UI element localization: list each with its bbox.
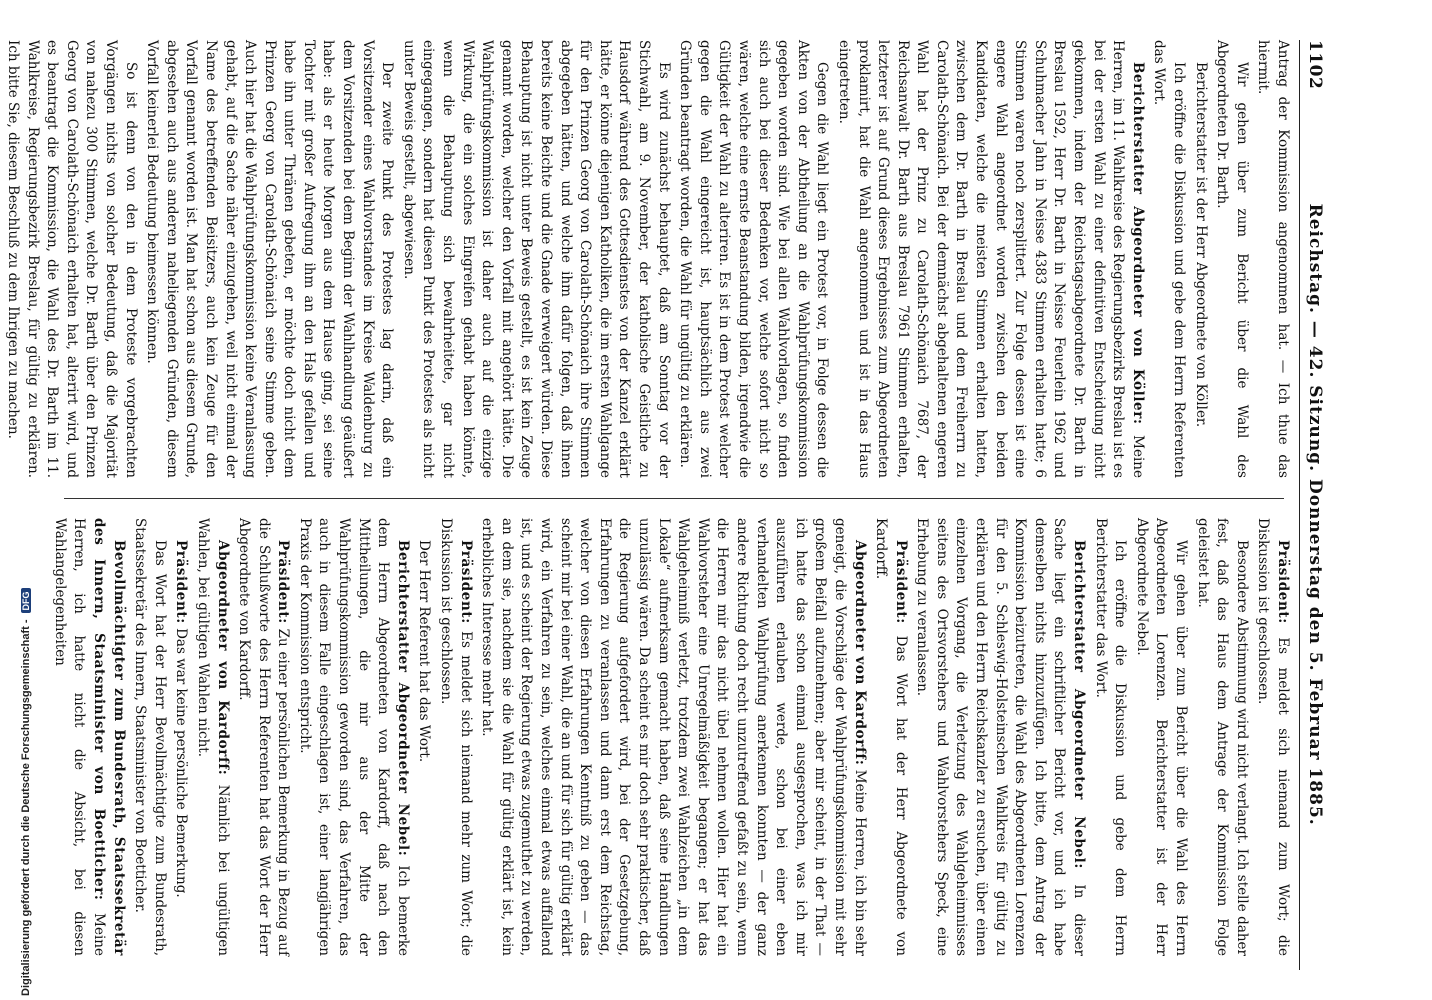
speaker-name: Präsident: [173, 540, 190, 624]
paragraph: Wir gehen über zum Bericht über die Wahl des Abgeordneten Dr. Barth. [1214, 40, 1250, 478]
speech-paragraph [234, 518, 293, 956]
paragraph: Berichterstatter ist der Herr Abgeordnete von Köller. [1192, 62, 1209, 428]
speech-text: Es meldet sich niemand mehr zum Wort; die Diskussion ist geschlossen. [438, 518, 474, 957]
speech-text: Meine Herren, ich hatte nicht die Absicht, bei diesen Wahlangelegenheiten [51, 518, 107, 956]
credit-text: Digitalisierung gefördert durch die Deutsche Forschungsgemeinschaft - [20, 619, 32, 996]
speech-text: Ich bemerke dem Herrn Abgeordneten von Kardorff, daß nach den Mittheilungen, die mir aus der Mitte der Wahlprüfungskommission geworden sind, das Verfahren, das auch in diesem Falle eingeschlagen ist, einer langjährigen Praxis der Kommission entspricht. [296, 518, 411, 956]
speaker-name: Abgeordneter von Kardorff: [851, 540, 868, 766]
speaker-name: Präsident: [892, 540, 909, 624]
speech-paragraph [477, 518, 869, 956]
paragraph: Das Wort hat der Herr Bevollmächtigte zum Bundesrath, Staatssekretär des Innern, Staatsminister von Boetticher. [132, 518, 168, 956]
page-number: 1102 [1305, 40, 1325, 90]
speaker-name: Präsident: [457, 540, 474, 624]
dfg-logo-icon: DFG [21, 588, 31, 613]
speech-text: Zu einer persönlichen Bemerkung in Bezug auf die Schlußworte des Herrn Referenten hat das Wort der Herr Abgeordnete von Kardorff. [236, 518, 292, 956]
paragraph: Ich eröffne die Diskussion und gebe dem Herrn Referenten das Wort. [1151, 40, 1188, 478]
speech-text: Meine Herren, im 11. Wahlkreise des Regierungsbezirks Breslau ist es bei der ersten Wahl zu einer definitiven Entscheidung nicht gekommen, indem der Reichstagsabgeordnete Dr. Barth in Breslau 1592, Herr Dr. Barth in Neisse Feuerlein 1962 und Schuhmacher Jahn in Neisse 4383 Stimmen erhalten hatte; 6 Stimmen waren noch zersplittert. Zur Folge dessen ist eine engere Wahl angeordnet worden zwischen den beiden Kandidaten, welche die meisten Stimmen erhalten hatten, zwischen dem Dr. Barth in Breslau und dem Freiherrn zu Carolath-Schönaich. Bei der demnächst abgehaltenen engeren Wahl hat der Prinz zu Carolath-Schönaich 7687, der Reichsanwalt Dr. Barth aus Breslau 7961 Stimmen erhalten, letzterer ist auf Grund dieses Ergebnisses zum Abgeordneten proklamirt, hat die Wahl angenommen und ist in das Haus eingetreten. [835, 40, 1146, 478]
speech-paragraph [1253, 518, 1292, 956]
speaker-name: Abgeordneter von Kardorff: [214, 540, 231, 776]
speech-text: Es meldet sich niemand zum Wort; die Diskussion ist geschlossen. [1255, 518, 1291, 956]
speech-paragraph [435, 518, 474, 956]
paragraph: Antrag der Kommission angenommen hat. — Ich thue das hiermit. [1255, 40, 1291, 478]
left-column [5, 40, 1292, 478]
right-column [52, 518, 1292, 956]
speaker-name: Berichterstatter Abgeordneter von Köller: [1129, 62, 1146, 425]
paragraph: Der zweite Punkt des Protestes lag darin, daß ein Vorsitzender eines Wahlvorstandes im Kreise Waldenburg zu dem Vorsitzenden bei dem Beginn der Wahlhandlung geäußert habe: als er heute Morgen aus dem Hause ging, sei seine Tochter mit großer Aufregung ihm an den Hals gefallen und habe ihn unter Thränen gebeten, er möchte doch nicht dem Prinzen Georg von Carolath-Schönaich seine Stimme geben. Auch hier hat die Wahlprüfungskommission keine Veranlassung gehabt, auf die Sache näher einzugehen, weil nicht einmal der Name des betreffenden Beisitzers, auch kein Zeuge für den Vorfall genannt worden ist. Man hat schon aus diesem Grunde, abgesehen auch aus anderen naheliegenden Gründen, diesem Vorfall keinerlei Bedeutung beimessen können. [144, 40, 396, 478]
speaker-name: Berichterstatter Abgeordneter Nebel: [394, 540, 411, 857]
paragraph: Besondere Abstimmung wird nicht verlangt. Ich stelle daher fest, daß das Haus dem Antrage der Kommission Folge geleistet hat. [1194, 518, 1250, 956]
speech-paragraph [833, 40, 1147, 478]
paragraph: Es wird zunächst behauptet, daß am Sonntag vor der Stichwahl, am 9. November, der katholische Geistliche zu Hausdorf während des Gottesdienstes von der Kanzel erklärt hätte, er könne diejenigen Katholiken, die im ersten Wahlgange für den Prinzen Georg von Carolath-Schönaich ihre Stimmen abgegeben hätten, und welche ihm dafür folgen, daß ihnen bereits keine Beichte und die Gnade verweigert würden. Diese Behauptung ist nicht unter Beweis gestellt, es ist kein Zeuge genannt worden, welcher den Vorfall mit angehört hätte. Die Wahlprüfungskommission ist daher auch auf die einzige Wirkung, die ein solches Eingreifen gehabt haben könnte, wenn die Behauptung sich bewahrheitete, gar nicht eingegangen, sondern hat diesen Punkt des Protestes als nicht unter Beweis gestellt, abgewiesen. [400, 40, 672, 478]
speech-paragraph [294, 518, 412, 956]
speech-paragraph [871, 518, 910, 956]
speech-paragraph [192, 518, 231, 956]
speech-paragraph [49, 518, 127, 956]
paragraph: Ich eröffne die Diskussion und gebe dem Herrn Berichterstatter das Wort. [1092, 518, 1129, 956]
running-title: Reichstag. — 42. Sitzung. Donnerstag den 5. Februar 1885. [1305, 203, 1325, 826]
speech-paragraph [171, 518, 191, 956]
paragraph: So ist denn von den in dem Proteste vorgebrachten Vorgängen nichts von solcher Bedeutung, daß die Majorität von nahezu 300 Stimmen, welche Dr. Barth über den Prinzen Georg von Carolath-Schönaich erhalten hat, alterirt wird, und es beantragt die Kommission, die Wahl des Dr. Barth im 11. Wahlkreise, Regierungsbezirk Breslau, für gültig zu erklären. Ich bitte Sie, diesem Beschluß zu dem Ihrigen zu machen. [5, 40, 139, 478]
speaker-name: Bevollmächtigter zum Bundesrath, Staatssekretär des Innern, Staatsminister von Boetticher: [90, 518, 127, 956]
speech-text: Das Wort hat der Herr Abgeordnete von Kardorff. [873, 518, 909, 957]
column-divider [64, 498, 1284, 499]
speaker-name: Berichterstatter Abgeordneter Nebel: [1071, 540, 1088, 869]
speaker-name: Präsident: [1275, 540, 1291, 624]
paragraph: Gegen die Wahl liegt ein Protest vor, in Folge dessen die Akten von der Abtheilung an die Wahlprüfungskommission gegeben worden sind. Wie bei allen Wahlvorlagen, so finden sich auch bei dieser Bedenken vor, welche sofort nicht so wären, welche eine ernste Beanstandung bilden, irgendwie die Gültigkeit der Wahl zu alteriren. Es ist in dem Protest welcher gegen die Wahl eingereicht ist, hauptsächlich aus zwei Gründen beantragt worden, die Wahl für ungültig zu erklären. [677, 40, 831, 478]
speech-paragraph [912, 518, 1088, 956]
page-header [1299, 40, 1330, 970]
paragraph: Der Herr Referent hat das Wort. [416, 540, 433, 763]
speech-text: Das war keine persönliche Bemerkung. [173, 628, 190, 898]
paragraph: Wir gehen über zum Bericht über die Wahl des Herrn Abgeordneten Lorenzen. Berichterstatter ist der Herr Abgeordnete Nebel. [1133, 518, 1190, 956]
speech-text: In dieser Sache liegt ein schriftlicher Bericht vor, und ich habe demselben nichts hinzuzufügen. Ich bitte, dem Antrag der Kommission beizutreten, die Wahl des Abgeordneten Lorenzen für den 5. Schleswig-Holsteinschen Wahlkreis für gültig zu erklären und den Herrn Reichskanzler zu ersuchen, über einen einzelnen Vorgang, die Verletzung des Wahlgeheimnisses seitens des Ortsvorstehers und Wahlvorstehers Speck, eine Erhebung zu veranlassen. [914, 518, 1088, 956]
speech-text: Nämlich bei ungültigen Wahlen, bei gültigen Wahlen nicht. [194, 518, 231, 956]
speaker-name: Präsident: [275, 540, 292, 624]
speech-text: Meine Herren, ich bin sehr geneigt, die Vorschläge der Wahlprüfungskommission mit sehr großem Beifall aufzunehmen; aber mir scheint, in der That — ich hatte das schon einmal ausgesprochen, was ich mir auszuführen erlauben werde, schon bei einer eben verhandelten Wahlprüfung anerkennen konnten — der ganz andere Richtung doch recht unzutreffend gefaßt zu sein, wenn die Herren mir das nicht übel nehmen wollen. Hier hat ein Wahlvorsteher eine Unregelmäßigkeit begangen; er hat das Wahlgeheimniß verletzt, trotzdem zwei Wahlzeichen „in dem Lokale“ aufmerksam gemacht haben, daß seine Handlungen unzulässig wären. Da scheint es mir doch sehr praktischer, daß die Regierung aufgefordert wird, bei der Gesetzgebung, Erfahrungen zu veranlassen und dann erst dem Reichstag, welcher von diesen Erfahrungen Kenntniß zu geben — das scheint mir bei einer Wahl, die an und für sich für gültig erklärt wird, ein Verfahren zu sein, welches einmal etwas auffallend ist, und es scheint der Regierung etwas zugemuthet zu werden, an dem sie, nachdem sie die Wahl für gültig erklärt ist, kein erhebliches Interesse mehr hat. [479, 518, 868, 956]
